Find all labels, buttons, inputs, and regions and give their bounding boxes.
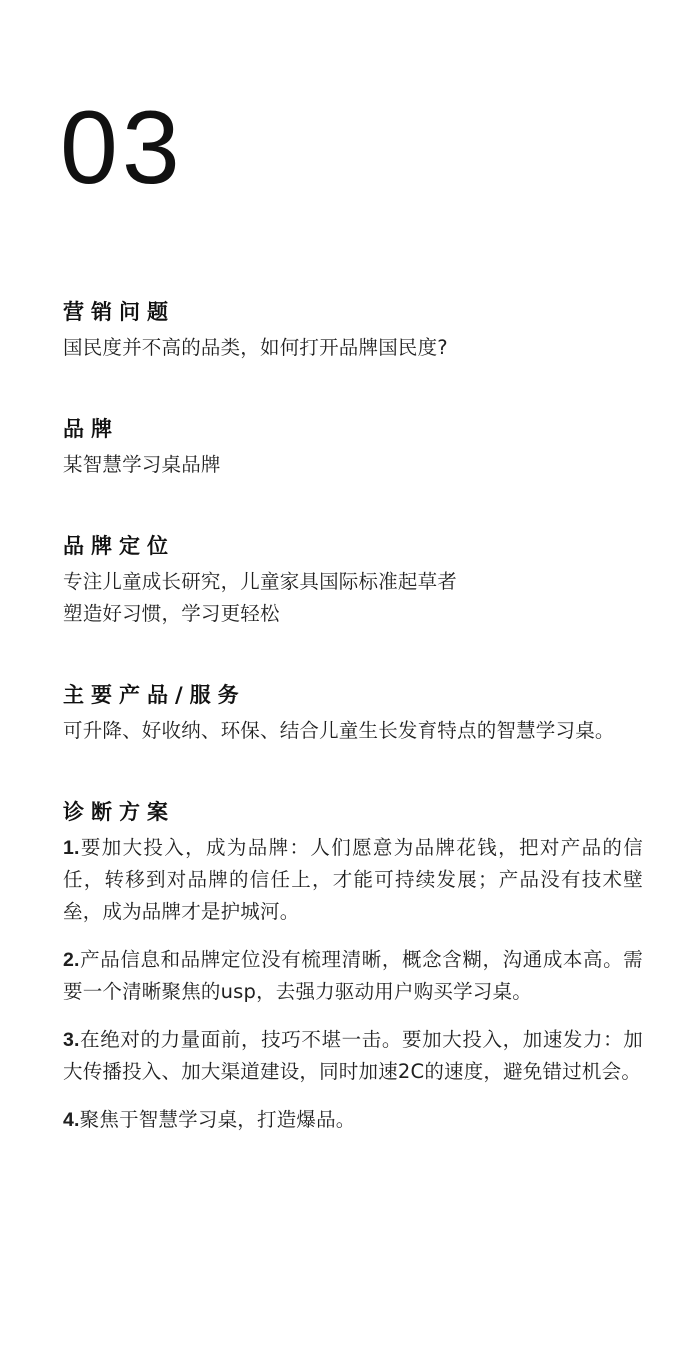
marketing-problem-text: 国民度并不高的品类，如何打开品牌国民度? xyxy=(63,336,448,359)
section-number: 03 xyxy=(60,90,184,206)
diagnosis-item-1 xyxy=(63,832,643,928)
diagnosis-section xyxy=(63,796,643,1136)
brand-positioning-section xyxy=(63,530,643,630)
diagnosis-item-number: 4. xyxy=(63,1109,80,1131)
brand-positioning-heading: 品牌定位 xyxy=(63,534,175,558)
brand-heading: 品牌 xyxy=(63,417,119,441)
diagnosis-item-3 xyxy=(63,1024,643,1088)
content xyxy=(63,296,643,1136)
main-products-heading: 主要产品/服务 xyxy=(63,683,246,707)
brand-text: 某智慧学习桌品牌 xyxy=(63,453,221,476)
diagnosis-heading: 诊断方案 xyxy=(63,800,175,824)
main-products-section xyxy=(63,679,643,747)
diagnosis-item-text: 产品信息和品牌定位没有梳理清晰，概念含糊，沟通成本高。需要一个清晰聚焦的usp，去强力驱动用户购买学习桌。 xyxy=(63,948,643,1003)
diagnosis-item-2 xyxy=(63,944,643,1008)
diagnosis-item-number: 3. xyxy=(63,1029,80,1051)
marketing-problem-heading: 营销问题 xyxy=(63,300,175,324)
diagnosis-item-number: 1. xyxy=(63,837,80,859)
marketing-problem-section xyxy=(63,296,643,364)
diagnosis-item-4 xyxy=(63,1104,643,1136)
diagnosis-item-number: 2. xyxy=(63,949,80,971)
diagnosis-item-text: 在绝对的力量面前，技巧不堪一击。要加大投入，加速发力：加大传播投入、加大渠道建设，同时加速2C的速度，避免错过机会。 xyxy=(63,1028,643,1083)
brand-positioning-line-2: 塑造好习惯，学习更轻松 xyxy=(63,602,280,625)
brand-section xyxy=(63,413,643,481)
main-products-text: 可升降、好收纳、环保、结合儿童生长发育特点的智慧学习桌。 xyxy=(63,719,615,742)
diagnosis-item-text: 要加大投入，成为品牌：人们愿意为品牌花钱，把对产品的信任，转移到对品牌的信任上，才能可持续发展；产品没有技术壁垒，成为品牌才是护城河。 xyxy=(63,836,643,923)
brand-positioning-line-1: 专注儿童成长研究，儿童家具国际标准起草者 xyxy=(63,570,458,593)
diagnosis-item-text: 聚焦于智慧学习桌，打造爆品。 xyxy=(79,1108,356,1131)
